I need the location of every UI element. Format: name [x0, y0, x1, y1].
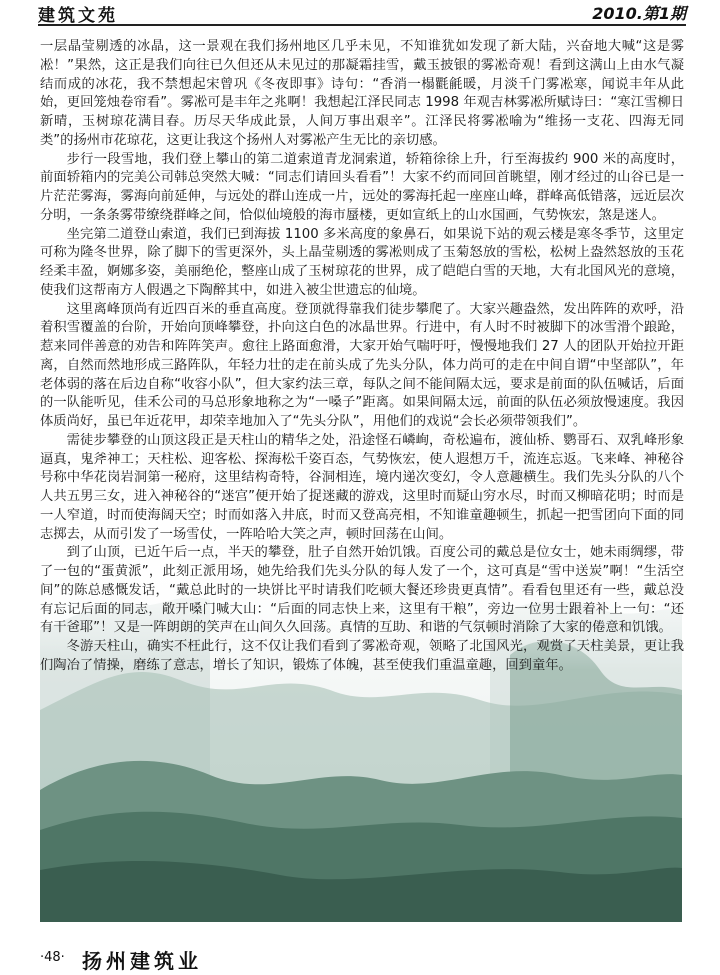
article-paragraph: 这里离峰顶尚有近四百米的垂直高度。登顶就得靠我们徒步攀爬了。大家兴趣盎然，发出阵阵的欢呼，沿着积雪覆盖的台阶，开始向顶峰攀登，扑向这白色的冰晶世界。行进中，有人时不时被脚下的冰雪滑个踉跄，惹来同伴善意的劝告和阵阵笑声。愈往上路面愈滑，大家开始气喘吁吁，慢慢地我们 27 人的团队开始拉开距离，自然而然地形成三路阵队，年轻力壮的走在前头成了先头分队，体力尚可的走在中间自谓“中坚部队”，年老体弱的落在后边自称“收容小队”，但大家约法三章，每队之间不能间隔太远，要求是前面的队伍喊话，后面的一队能听见，佳禾公司的马总形象地称之为“一嗓子”距离。如果间隔太远，前面的队伍必须放慢速度。我因体质尚好，虽已年近花甲，却荣幸地加入了“先头分队”，用他们的戏说“会长必须带领我们”。 — [40, 301, 684, 429]
article-paragraph: 坐完第二道登山索道，我们已到海拔 1100 多米高度的象鼻石，如果说下站的观云楼是寒冬季节，这里定可称为隆冬世界，除了脚下的雪更深外，头上晶莹剔透的雾凇则成了玉菊怒放的雪松，松树上盎然怒放的玉花经柔丰盈，婀娜多姿，美丽绝伦，整座山成了玉树琼花的世界，成了皑皑白雪的天地，大有北国风光的意境，使我们这帮南方人假遇之下陶醉其中，如进入被尘世遗忘的仙境。 — [40, 226, 684, 298]
page-number: ·48· — [40, 950, 65, 965]
page-footer — [40, 945, 680, 973]
running-header — [38, 0, 686, 26]
magazine-logo: 扬州建筑业 — [82, 949, 202, 973]
article-paragraph: 到了山顶，已近午后一点，半天的攀登，肚子自然开始饥饿。百度公司的戴总是位女士，她未雨绸缪，带了一包的“蛋黄派”，此刻正派用场，她先给我们先头分队的每人发了一个，这可真是“雪中送炭”啊！“生活空间”的陈总感慨发话，“戴总此时的一块饼比平时请我们吃顿大餐还珍贵更真情”。看看包里还有一些，戴总没有忘记后面的同志，敞开嗓门喊大山：“后面的同志快上来，这里有干粮”，旁边一位男士跟着补上一句：“还有干爸耶”！又是一阵朗朗的笑声在山间久久回荡。真情的互助、和谐的气氛顿时消除了大家的倦意和饥饿。 — [40, 545, 684, 636]
issue-label: 2010.第1期 — [592, 4, 686, 23]
column-title: 建筑文苑 — [38, 6, 118, 26]
article-body — [40, 38, 684, 676]
article-paragraph: 一层晶莹剔透的冰晶，这一景观在我们扬州地区几乎未见，不知谁犹如发现了新大陆，兴奋地大喊“这是雾凇！”果然，这正是我们向往已久但还从未见过的那凝霜挂雪，戴玉披银的雾凇奇观！看到这满山上由水气凝结而成的冰花，我不禁想起宋曾巩《冬夜即事》诗句：“香消一榻氍毹暖，月淡千门雾凇寒，闻说丰年从此始，更回笼烛卷帘看”。雾凇可是丰年之兆啊！我想起江泽民同志 1998 年观吉林雾凇所赋诗曰：“寒江雪柳日新晴，玉树琼花满目春。历尽天华成此景，人间万事出艰辛”。江泽民将雾凇喻为“维扬一支花、四海无同类”的扬州市花琼花，这更让我这个扬州人对雾凇产生无比的亲切感。 — [40, 39, 684, 148]
article-paragraph: 步行一段雪地，我们登上攀山的第二道索道青龙洞索道，轿箱徐徐上升，行至海拔约 900 米的高度时，前面轿箱内的完美公司韩总突然大喊：“同志们请回头看看”！大家不约而同回首眺望，刚才经过的山谷已是一片茫茫雾海，雾海向前延伸，与远处的群山连成一片，远处的雾海托起一座座山峰，群峰高低错落，远近层次分明，一条条雾带缭绕群峰之间，恰似仙境般的海市蜃楼，更如宣纸上的山水国画，气势恢宏，煞是迷人。 — [40, 151, 684, 223]
article-paragraph: 冬游天柱山，确实不枉此行，这不仅让我们看到了雾凇奇观，领略了北国风光，观赏了天柱美景，更让我们陶冶了情操，磨练了意志，增长了知识，锻炼了体魄，甚至使我们重温童趣，回到童年。 — [40, 639, 684, 673]
article-paragraph: 需徒步攀登的山顶这段正是天柱山的精华之处，沿途怪石嶙峋，奇松遍布，渡仙桥、鹦哥石、双乳峰形象逼真，鬼斧神工；天柱松、迎客松、探海松千姿百态，气势恢宏，使人遐想万千，流连忘返。飞来峰、神秘谷号称中华花岗岩洞第一秘府，这里结构奇特，谷洞相连，境内递次变幻，令人意趣横生。我们先头分队的八个人共五男三女，进入神秘谷的“迷宫”便开始了捉迷藏的游戏，这里时而疑山穷水尽，时而又柳暗花明；时而是一人窄道，时而使海阔天空；时而如落入井底，时而又登高亮相，不知谁童趣顿生，抓起一把雪团向下面的同志掷去，从而引发了一场雪仗，一阵哈哈大笑之声，顿时回荡在山间。 — [40, 432, 684, 542]
